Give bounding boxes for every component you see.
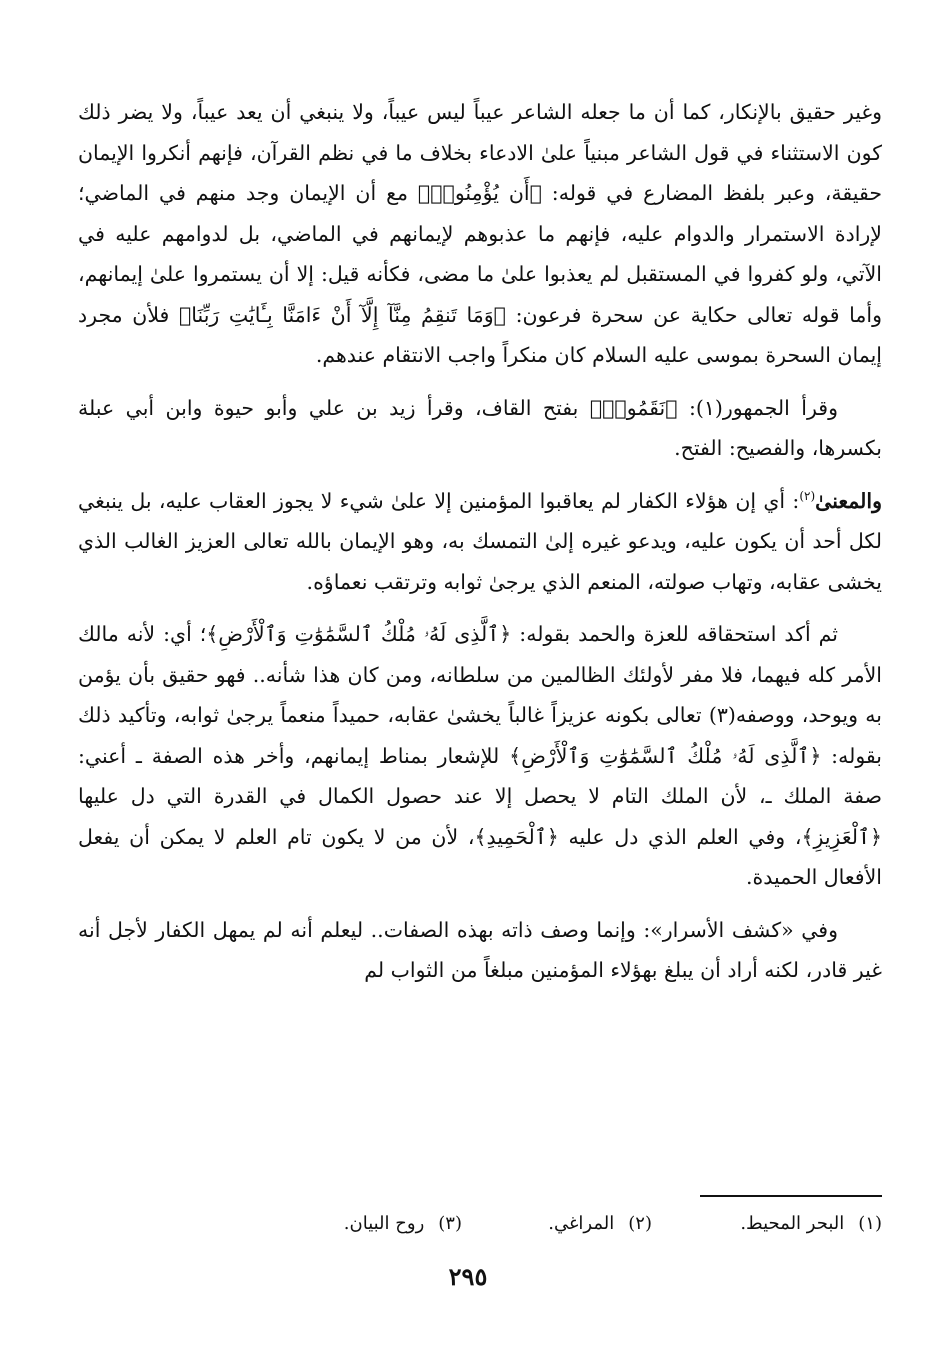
footnote-divider bbox=[700, 1195, 882, 1197]
paragraph bbox=[78, 481, 882, 603]
footnote-item bbox=[692, 1210, 882, 1238]
footnote-text: المراغي. bbox=[548, 1213, 615, 1234]
footnote-number: (١) bbox=[858, 1213, 882, 1234]
paragraph-text: ثم أكد استحقاقه للعزة والحمد بقوله: ﴿ٱلَّذِى لَهُۥ مُلْكُ ٱلسَّمَٰوَٰتِ وَٱلْأَرْضِ﴾؛ أي: لأنه مالك الأمر كله فيهما، فلا مفر لأولئك الظالمين من سلطانه، ومن كان هذا شأنه.. فهو حقيق بأن يؤمن به ويوحد، ووصفه(٣) تعالى بكونه عزيزاً غالباً يخشىٰ عقابه، حميداً منعماً يرجىٰ ثوابه، وتأكيد ذلك بقوله: ﴿ٱلَّذِى لَهُۥ مُلْكُ ٱلسَّمَٰوَٰتِ وَٱلْأَرْضِ﴾ للإشعار بمناط إيمانهم، وأخر هذه الصفة ـ أعني: صفة الملك ـ، لأن الملك التام لا يحصل إلا عند حصول الكمال في القدرة التي دل عليها ﴿ٱلْعَزِيزِ﴾، وفي العلم الذي دل عليه ﴿ٱلْحَمِيدِ﴾، لأن من لا يكون تام العلم لا يمكن أن يفعل الأفعال الحميدة. bbox=[78, 622, 882, 889]
paragraph-text: : أي إن هؤلاء الكفار لم يعاقبوا المؤمنين إلا علىٰ شيء لا يجوز العقاب عليه، بل ينبغي لكل أحد أن يكون عليه، ويدعو غيره إلىٰ التمسك به، وهو الإيمان بالله تعالى العزيز الغالب الذي يخشى عقابه، وتهاب صولته، المنعم الذي يرجىٰ ثوابه وترتقب نعماؤه. bbox=[78, 488, 882, 594]
main-text bbox=[78, 92, 882, 1003]
paragraph-text: وقرأ الجمهور(١): ﴿نَقَمُوا۟﴾ بفتح القاف، وقرأ زيد بن علي وأبو حيوة وابن أبي عبلة بكسرها، والفصيح: الفتح. bbox=[78, 395, 882, 460]
page-number: ٢٩٥ bbox=[448, 1262, 488, 1291]
footnote-item bbox=[344, 1210, 462, 1238]
paragraph bbox=[78, 910, 882, 991]
paragraph-text: وفي «كشف الأسرار»: وإنما وصف ذاته بهذه الصفات.. ليعلم أنه لم يمهل الكفار لأجل أنه غير قادر، لكنه أراد أن يبلغ بهؤلاء المؤمنين مبلغاً من الثواب لم bbox=[78, 917, 882, 982]
paragraph-text: وغير حقيق بالإنكار، كما أن ما جعله الشاعر عيباً ليس عيباً، ولا ينبغي أن يعد عيباً، ولا يضر ذلك كون الاستثناء في قول الشاعر مبنياً علىٰ الادعاء بخلاف ما في نظم القرآن، فإنهم أنكروا الإيمان حقيقة، وعبر بلفظ المضارع في قوله: ﴿أَن يُؤْمِنُوا۟﴾ مع أن الإيمان وجد منهم في الماضي؛ لإرادة الاستمرار والدوام عليه، فإنهم ما عذبوهم لإيمانهم في الماضي، بل لدوامهم عليه في الآتي، ولو كفروا في المستقبل لم يعذبوا علىٰ ما مضى، فكأنه قيل: إلا أن يستمروا علىٰ إيمانهم، وأما قوله تعالى حكاية عن سحرة فرعون: ﴿وَمَا تَنقِمُ مِنَّآ إِلَّآ أَنْ ءَامَنَّا بِـَٔايَٰتِ رَبِّنَا﴾ فلأن مجرد إيمان السحرة بموسى عليه السلام كان منكراً واجب الانتقام عندهم. bbox=[78, 100, 882, 367]
paragraph bbox=[78, 388, 882, 469]
footnote-marker: (٢) bbox=[799, 488, 816, 503]
footnote-item bbox=[502, 1210, 652, 1238]
footnote-number: (٢) bbox=[628, 1213, 652, 1234]
footnote-text: البحر المحيط. bbox=[740, 1213, 845, 1234]
footnotes bbox=[200, 1210, 882, 1238]
paragraph-lead: والمعنىٰ bbox=[815, 488, 882, 513]
paragraph bbox=[78, 92, 882, 376]
paragraph bbox=[78, 614, 882, 898]
footnote-text: روح البيان. bbox=[343, 1213, 425, 1234]
footnote-number: (٣) bbox=[438, 1213, 462, 1234]
